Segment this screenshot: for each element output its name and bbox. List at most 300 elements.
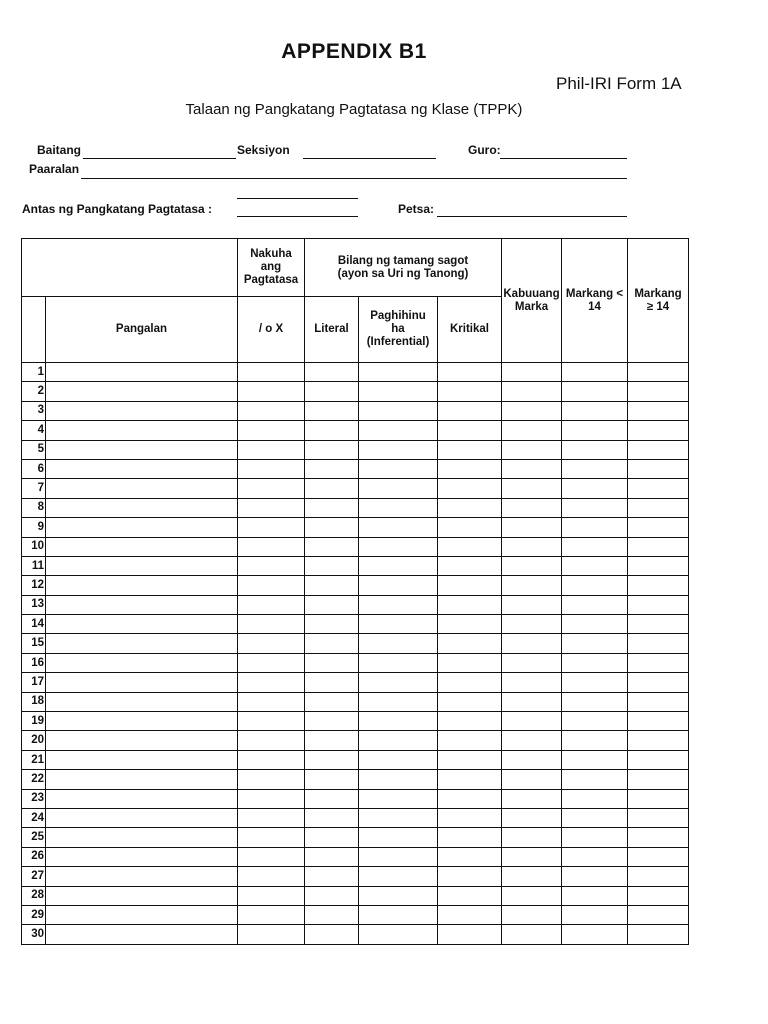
kabuuang-cell[interactable]: [502, 770, 562, 789]
inferential-cell[interactable]: [359, 750, 438, 769]
markang-ge14-cell[interactable]: [628, 673, 689, 692]
kabuuang-cell[interactable]: [502, 673, 562, 692]
name-cell[interactable]: [46, 750, 238, 769]
check-cell[interactable]: [238, 905, 305, 924]
kabuuang-cell[interactable]: [502, 828, 562, 847]
kritikal-cell[interactable]: [438, 479, 502, 498]
kabuuang-cell[interactable]: [502, 750, 562, 769]
name-cell[interactable]: [46, 789, 238, 808]
row-number: 20: [22, 731, 46, 750]
name-cell[interactable]: [46, 808, 238, 827]
name-cell[interactable]: [46, 692, 238, 711]
markang-lt14-cell[interactable]: [562, 712, 628, 731]
markang-lt14-cell[interactable]: [562, 905, 628, 924]
check-cell[interactable]: [238, 401, 305, 420]
table-row: [22, 867, 689, 886]
check-cell[interactable]: [238, 731, 305, 750]
kritikal-cell[interactable]: [438, 770, 502, 789]
markang-ge14-cell[interactable]: [628, 421, 689, 440]
markang-lt14-cell[interactable]: [562, 770, 628, 789]
table-row: [22, 847, 689, 866]
check-cell[interactable]: [238, 576, 305, 595]
header-kabuuang: Kabuuang Marka: [502, 239, 562, 363]
literal-cell[interactable]: [305, 421, 359, 440]
check-cell[interactable]: [238, 770, 305, 789]
kabuuang-cell[interactable]: [502, 808, 562, 827]
kabuuang-cell[interactable]: [502, 401, 562, 420]
name-cell[interactable]: [46, 498, 238, 517]
markang-lt14-cell[interactable]: [562, 673, 628, 692]
header-number-cell: [22, 297, 46, 363]
kabuuang-cell[interactable]: [502, 712, 562, 731]
check-cell[interactable]: [238, 828, 305, 847]
guro-label: Guro:: [468, 143, 501, 157]
petsa-label: Petsa:: [398, 202, 435, 216]
markang-ge14-cell[interactable]: [628, 537, 689, 556]
kritikal-cell[interactable]: [438, 828, 502, 847]
check-cell[interactable]: [238, 518, 305, 537]
literal-cell[interactable]: [305, 925, 359, 944]
kritikal-cell[interactable]: [438, 537, 502, 556]
name-cell[interactable]: [46, 712, 238, 731]
table-row: [22, 595, 689, 614]
kritikal-cell[interactable]: [438, 867, 502, 886]
literal-cell[interactable]: [305, 537, 359, 556]
kritikal-cell[interactable]: [438, 886, 502, 905]
markang-ge14-cell[interactable]: [628, 382, 689, 401]
kritikal-cell[interactable]: [438, 634, 502, 653]
markang-lt14-cell[interactable]: [562, 867, 628, 886]
markang-lt14-cell[interactable]: [562, 847, 628, 866]
kabuuang-cell[interactable]: [502, 731, 562, 750]
kabuuang-cell[interactable]: [502, 867, 562, 886]
literal-cell[interactable]: [305, 401, 359, 420]
markang-ge14-cell[interactable]: [628, 653, 689, 672]
markang-lt14-cell[interactable]: [562, 556, 628, 575]
kabuuang-cell[interactable]: [502, 692, 562, 711]
markang-ge14-cell[interactable]: [628, 828, 689, 847]
inferential-cell[interactable]: [359, 847, 438, 866]
literal-cell[interactable]: [305, 382, 359, 401]
row-number: 16: [22, 653, 46, 672]
kritikal-cell[interactable]: [438, 692, 502, 711]
row-number: 23: [22, 789, 46, 808]
markang-ge14-cell[interactable]: [628, 518, 689, 537]
kritikal-cell[interactable]: [438, 789, 502, 808]
check-cell[interactable]: [238, 634, 305, 653]
name-cell[interactable]: [46, 925, 238, 944]
check-cell[interactable]: [238, 867, 305, 886]
literal-cell[interactable]: [305, 440, 359, 459]
check-cell[interactable]: [238, 712, 305, 731]
kabuuang-cell[interactable]: [502, 576, 562, 595]
check-cell[interactable]: [238, 595, 305, 614]
paaralan-label: Paaralan: [29, 162, 80, 176]
inferential-cell[interactable]: [359, 576, 438, 595]
markang-ge14-cell[interactable]: [628, 440, 689, 459]
kritikal-cell[interactable]: [438, 712, 502, 731]
markang-ge14-cell[interactable]: [628, 867, 689, 886]
kritikal-cell[interactable]: [438, 615, 502, 634]
kabuuang-cell[interactable]: [502, 556, 562, 575]
markang-lt14-cell[interactable]: [562, 479, 628, 498]
inferential-cell[interactable]: [359, 382, 438, 401]
name-cell[interactable]: [46, 440, 238, 459]
kabuuang-cell[interactable]: [502, 653, 562, 672]
literal-cell[interactable]: [305, 712, 359, 731]
name-cell[interactable]: [46, 518, 238, 537]
markang-lt14-cell[interactable]: [562, 363, 628, 382]
inferential-cell[interactable]: [359, 867, 438, 886]
markang-lt14-cell[interactable]: [562, 750, 628, 769]
inferential-cell[interactable]: [359, 808, 438, 827]
kritikal-cell[interactable]: [438, 731, 502, 750]
inferential-cell[interactable]: [359, 692, 438, 711]
kritikal-cell[interactable]: [438, 459, 502, 478]
markang-ge14-cell[interactable]: [628, 750, 689, 769]
markang-lt14-cell[interactable]: [562, 401, 628, 420]
kabuuang-cell[interactable]: [502, 595, 562, 614]
row-number: 4: [22, 421, 46, 440]
inferential-cell[interactable]: [359, 712, 438, 731]
kabuuang-cell[interactable]: [502, 537, 562, 556]
markang-ge14-cell[interactable]: [628, 556, 689, 575]
petsa-field[interactable]: [437, 216, 627, 217]
table-row: [22, 925, 689, 944]
name-cell[interactable]: [46, 731, 238, 750]
kabuuang-cell[interactable]: [502, 518, 562, 537]
inferential-cell[interactable]: [359, 401, 438, 420]
appendix-title: APPENDIX B1: [281, 40, 427, 63]
literal-cell[interactable]: [305, 770, 359, 789]
inferential-cell[interactable]: [359, 518, 438, 537]
kabuuang-cell[interactable]: [502, 382, 562, 401]
literal-cell[interactable]: [305, 615, 359, 634]
literal-cell[interactable]: [305, 459, 359, 478]
markang-lt14-cell[interactable]: [562, 440, 628, 459]
kritikal-cell[interactable]: [438, 401, 502, 420]
check-cell[interactable]: [238, 886, 305, 905]
header-kritikal: Kritikal: [438, 297, 502, 363]
kritikal-cell[interactable]: [438, 595, 502, 614]
markang-lt14-cell[interactable]: [562, 925, 628, 944]
literal-cell[interactable]: [305, 731, 359, 750]
table-row: [22, 498, 689, 517]
table-row: [22, 479, 689, 498]
check-cell[interactable]: [238, 556, 305, 575]
inferential-cell[interactable]: [359, 789, 438, 808]
check-cell[interactable]: [238, 421, 305, 440]
check-cell[interactable]: [238, 789, 305, 808]
name-cell[interactable]: [46, 653, 238, 672]
literal-cell[interactable]: [305, 595, 359, 614]
markang-ge14-cell[interactable]: [628, 615, 689, 634]
row-number: 22: [22, 770, 46, 789]
literal-cell[interactable]: [305, 498, 359, 517]
kritikal-cell[interactable]: [438, 382, 502, 401]
kritikal-cell[interactable]: [438, 556, 502, 575]
literal-cell[interactable]: [305, 363, 359, 382]
name-cell[interactable]: [46, 479, 238, 498]
markang-ge14-cell[interactable]: [628, 634, 689, 653]
kabuuang-cell[interactable]: [502, 459, 562, 478]
check-cell[interactable]: [238, 692, 305, 711]
check-cell[interactable]: [238, 382, 305, 401]
check-cell[interactable]: [238, 537, 305, 556]
kritikal-cell[interactable]: [438, 808, 502, 827]
row-number: 29: [22, 905, 46, 924]
inferential-cell[interactable]: [359, 886, 438, 905]
markang-ge14-cell[interactable]: [628, 401, 689, 420]
kritikal-cell[interactable]: [438, 498, 502, 517]
literal-cell[interactable]: [305, 808, 359, 827]
name-cell[interactable]: [46, 537, 238, 556]
literal-cell[interactable]: [305, 847, 359, 866]
kritikal-cell[interactable]: [438, 518, 502, 537]
inferential-cell[interactable]: [359, 479, 438, 498]
markang-ge14-cell[interactable]: [628, 363, 689, 382]
antas-field[interactable]: [237, 216, 358, 217]
check-cell[interactable]: [238, 925, 305, 944]
inferential-cell[interactable]: [359, 556, 438, 575]
table-row: [22, 789, 689, 808]
name-cell[interactable]: [46, 886, 238, 905]
inferential-cell[interactable]: [359, 828, 438, 847]
markang-ge14-cell[interactable]: [628, 789, 689, 808]
markang-lt14-cell[interactable]: [562, 789, 628, 808]
kritikal-cell[interactable]: [438, 576, 502, 595]
kabuuang-cell[interactable]: [502, 886, 562, 905]
form-id: Phil-IRI Form 1A: [556, 74, 682, 93]
literal-cell[interactable]: [305, 556, 359, 575]
row-number: 13: [22, 595, 46, 614]
literal-cell[interactable]: [305, 634, 359, 653]
name-cell[interactable]: [46, 459, 238, 478]
markang-ge14-cell[interactable]: [628, 459, 689, 478]
name-cell[interactable]: [46, 828, 238, 847]
check-cell[interactable]: [238, 363, 305, 382]
table-row: [22, 401, 689, 420]
literal-cell[interactable]: [305, 750, 359, 769]
paaralan-field[interactable]: [81, 178, 627, 179]
markang-ge14-cell[interactable]: [628, 498, 689, 517]
literal-cell[interactable]: [305, 479, 359, 498]
check-cell[interactable]: [238, 847, 305, 866]
name-cell[interactable]: [46, 556, 238, 575]
name-cell[interactable]: [46, 867, 238, 886]
markang-lt14-cell[interactable]: [562, 828, 628, 847]
markang-ge14-cell[interactable]: [628, 595, 689, 614]
inferential-cell[interactable]: [359, 615, 438, 634]
kritikal-cell[interactable]: [438, 363, 502, 382]
baitang-field[interactable]: [83, 158, 236, 159]
markang-lt14-cell[interactable]: [562, 518, 628, 537]
inferential-cell[interactable]: [359, 770, 438, 789]
inferential-cell[interactable]: [359, 905, 438, 924]
name-cell[interactable]: [46, 673, 238, 692]
markang-lt14-cell[interactable]: [562, 595, 628, 614]
markang-lt14-cell[interactable]: [562, 421, 628, 440]
kabuuang-cell[interactable]: [502, 925, 562, 944]
kritikal-cell[interactable]: [438, 847, 502, 866]
kritikal-cell[interactable]: [438, 653, 502, 672]
name-cell[interactable]: [46, 770, 238, 789]
table-row: [22, 634, 689, 653]
inferential-cell[interactable]: [359, 731, 438, 750]
guro-field[interactable]: [500, 158, 627, 159]
markang-lt14-cell[interactable]: [562, 886, 628, 905]
row-number: 21: [22, 750, 46, 769]
kritikal-cell[interactable]: [438, 905, 502, 924]
inferential-cell[interactable]: [359, 537, 438, 556]
check-cell[interactable]: [238, 808, 305, 827]
kabuuang-cell[interactable]: [502, 634, 562, 653]
table-row: [22, 556, 689, 575]
inferential-cell[interactable]: [359, 673, 438, 692]
check-cell[interactable]: [238, 459, 305, 478]
row-number: 12: [22, 576, 46, 595]
markang-ge14-cell[interactable]: [628, 479, 689, 498]
markang-lt14-cell[interactable]: [562, 808, 628, 827]
header-paghihinuha: Paghihinu ha (Inferential): [359, 297, 438, 363]
inferential-cell[interactable]: [359, 440, 438, 459]
markang-ge14-cell[interactable]: [628, 808, 689, 827]
check-cell[interactable]: [238, 498, 305, 517]
markang-lt14-cell[interactable]: [562, 382, 628, 401]
literal-cell[interactable]: [305, 828, 359, 847]
table-row: [22, 828, 689, 847]
antas-field-upper[interactable]: [237, 198, 358, 199]
markang-lt14-cell[interactable]: [562, 634, 628, 653]
kritikal-cell[interactable]: [438, 673, 502, 692]
kabuuang-cell[interactable]: [502, 421, 562, 440]
seksiyon-field[interactable]: [303, 158, 436, 159]
table-row: [22, 537, 689, 556]
inferential-cell[interactable]: [359, 459, 438, 478]
kritikal-cell[interactable]: [438, 925, 502, 944]
markang-ge14-cell[interactable]: [628, 731, 689, 750]
kritikal-cell[interactable]: [438, 421, 502, 440]
name-cell[interactable]: [46, 615, 238, 634]
table-row: [22, 770, 689, 789]
literal-cell[interactable]: [305, 518, 359, 537]
name-cell[interactable]: [46, 595, 238, 614]
kritikal-cell[interactable]: [438, 440, 502, 459]
name-cell[interactable]: [46, 634, 238, 653]
table-row: [22, 363, 689, 382]
table-row: [22, 576, 689, 595]
inferential-cell[interactable]: [359, 498, 438, 517]
header-bilang: Bilang ng tamang sagot (ayon sa Uri ng Tanong): [305, 239, 502, 297]
kabuuang-cell[interactable]: [502, 498, 562, 517]
check-cell[interactable]: [238, 653, 305, 672]
row-number: 8: [22, 498, 46, 517]
markang-lt14-cell[interactable]: [562, 576, 628, 595]
kabuuang-cell[interactable]: [502, 363, 562, 382]
markang-lt14-cell[interactable]: [562, 692, 628, 711]
markang-ge14-cell[interactable]: [628, 905, 689, 924]
markang-ge14-cell[interactable]: [628, 847, 689, 866]
markang-ge14-cell[interactable]: [628, 925, 689, 944]
inferential-cell[interactable]: [359, 634, 438, 653]
literal-cell[interactable]: [305, 905, 359, 924]
check-cell[interactable]: [238, 479, 305, 498]
name-cell[interactable]: [46, 363, 238, 382]
kritikal-cell[interactable]: [438, 750, 502, 769]
markang-ge14-cell[interactable]: [628, 576, 689, 595]
kabuuang-cell[interactable]: [502, 789, 562, 808]
markang-ge14-cell[interactable]: [628, 886, 689, 905]
inferential-cell[interactable]: [359, 363, 438, 382]
kabuuang-cell[interactable]: [502, 440, 562, 459]
literal-cell[interactable]: [305, 867, 359, 886]
row-number: 3: [22, 401, 46, 420]
markang-ge14-cell[interactable]: [628, 770, 689, 789]
markang-ge14-cell[interactable]: [628, 712, 689, 731]
inferential-cell[interactable]: [359, 925, 438, 944]
literal-cell[interactable]: [305, 692, 359, 711]
name-cell[interactable]: [46, 382, 238, 401]
name-cell[interactable]: [46, 905, 238, 924]
literal-cell[interactable]: [305, 789, 359, 808]
row-number: 28: [22, 886, 46, 905]
name-cell[interactable]: [46, 421, 238, 440]
table-row: [22, 712, 689, 731]
check-cell[interactable]: [238, 750, 305, 769]
inferential-cell[interactable]: [359, 421, 438, 440]
literal-cell[interactable]: [305, 673, 359, 692]
inferential-cell[interactable]: [359, 595, 438, 614]
form-subtitle: Talaan ng Pangkatang Pagtatasa ng Klase (TPPK): [185, 101, 523, 118]
markang-lt14-cell[interactable]: [562, 498, 628, 517]
baitang-label: Baitang: [37, 143, 82, 157]
name-cell[interactable]: [46, 847, 238, 866]
table-row: [22, 692, 689, 711]
literal-cell[interactable]: [305, 576, 359, 595]
row-number: 27: [22, 867, 46, 886]
kabuuang-cell[interactable]: [502, 615, 562, 634]
kabuuang-cell[interactable]: [502, 905, 562, 924]
inferential-cell[interactable]: [359, 653, 438, 672]
row-number: 7: [22, 479, 46, 498]
literal-cell[interactable]: [305, 653, 359, 672]
table-row: [22, 905, 689, 924]
kabuuang-cell[interactable]: [502, 479, 562, 498]
markang-lt14-cell[interactable]: [562, 459, 628, 478]
row-number: 1: [22, 363, 46, 382]
check-cell[interactable]: [238, 673, 305, 692]
check-cell[interactable]: [238, 440, 305, 459]
table-row: [22, 440, 689, 459]
table-row: [22, 459, 689, 478]
check-cell[interactable]: [238, 615, 305, 634]
row-number: 5: [22, 440, 46, 459]
table-row: [22, 673, 689, 692]
literal-cell[interactable]: [305, 886, 359, 905]
name-cell[interactable]: [46, 401, 238, 420]
name-cell[interactable]: [46, 576, 238, 595]
markang-lt14-cell[interactable]: [562, 653, 628, 672]
markang-lt14-cell[interactable]: [562, 731, 628, 750]
markang-lt14-cell[interactable]: [562, 537, 628, 556]
kabuuang-cell[interactable]: [502, 847, 562, 866]
header-blank-cell: [22, 239, 238, 297]
markang-lt14-cell[interactable]: [562, 615, 628, 634]
row-number: 17: [22, 673, 46, 692]
row-number: 18: [22, 692, 46, 711]
tppk-table: [21, 238, 689, 945]
markang-ge14-cell[interactable]: [628, 692, 689, 711]
